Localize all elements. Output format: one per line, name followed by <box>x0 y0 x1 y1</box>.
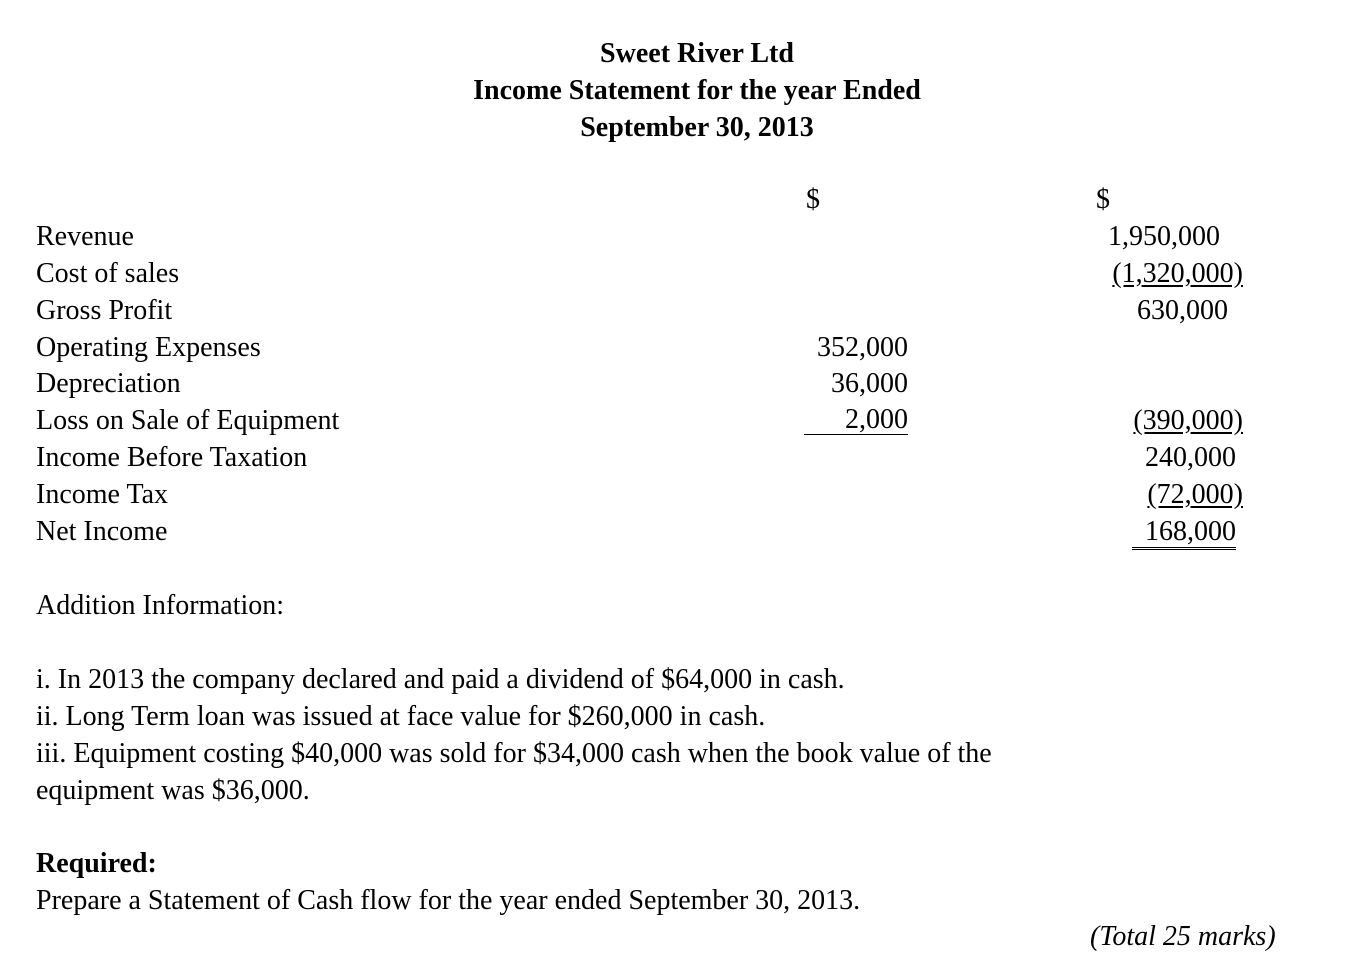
row-label-operating-expenses: Operating Expenses <box>36 332 261 363</box>
col1-operating-expenses: 352,000 <box>817 332 908 363</box>
col2-currency: $ <box>1096 184 1110 215</box>
col1-currency: $ <box>806 184 820 215</box>
row-label-cost-of-sales: Cost of sales <box>36 258 180 289</box>
col2-income-tax: (72,000) <box>1147 479 1243 510</box>
additional-item-3: iii. Equipment costing $40,000 was sold for $34,000 cash when the book value of the <box>36 738 992 769</box>
col1-depreciation: 36,000 <box>831 368 908 399</box>
row-label-income-tax: Income Tax <box>36 479 169 510</box>
additional-info-heading: Addition Information: <box>36 590 285 621</box>
col2-cost-of-sales: (1,320,000) <box>1112 258 1243 289</box>
additional-item-1: i. In 2013 the company declared and paid a dividend of $64,000 in cash. <box>36 664 845 695</box>
required-heading: Required: <box>36 848 157 879</box>
col2-net-income: 168,000 <box>1132 517 1236 550</box>
col2-income-before-tax: 240,000 <box>1145 442 1236 473</box>
total-marks: (Total 25 marks) <box>1090 921 1276 952</box>
company-name: Sweet River Ltd <box>600 38 794 69</box>
row-label-income-before-tax: Income Before Taxation <box>36 442 308 473</box>
row-label-loss-on-sale: Loss on Sale of Equipment <box>36 405 340 436</box>
row-label-depreciation: Depreciation <box>36 368 181 399</box>
statement-date: September 30, 2013 <box>580 112 814 143</box>
row-label-revenue: Revenue <box>36 221 134 252</box>
col1-loss-on-sale: 2,000 <box>804 406 908 435</box>
row-label-net-income: Net Income <box>36 516 168 547</box>
additional-item-2: ii. Long Term loan was issued at face value for $260,000 in cash. <box>36 701 766 732</box>
row-label-gross-profit: Gross Profit <box>36 295 173 326</box>
col2-gross-profit: 630,000 <box>1137 295 1228 326</box>
col2-loss-on-sale: (390,000) <box>1133 405 1243 436</box>
col2-revenue: 1,950,000 <box>1108 221 1220 252</box>
additional-item-3-cont: equipment was $36,000. <box>36 775 310 806</box>
required-text: Prepare a Statement of Cash flow for the year ended September 30, 2013. <box>36 885 861 916</box>
statement-title: Income Statement for the year Ended <box>473 75 921 106</box>
